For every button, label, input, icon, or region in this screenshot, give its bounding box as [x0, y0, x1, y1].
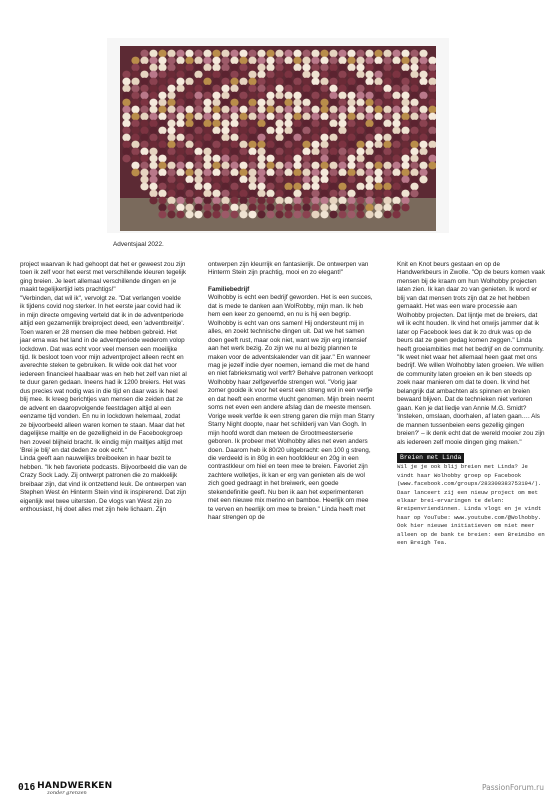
- col2-body: Wolhobby is echt een bedrijf geworden. Het is een succes, dat is mede te danken aan WolRobby, mijn man. Ik heb hem een keer zo genoemd, en nu is hij een begrip. Wolhobby is echt van ons samen! Hij ondersteunt mij in alles, en zoekt technische dingen uit. Dat we het samen doen geeft rust, maar ook niet, want we zijn erg intensief aan het werk bezig. Zo zijn we nu al bezig plannen te maken voor de adventskalender van dit jaar." En wanneer mag je jezelf indie dyer noemen, iemand die met de hand en niet fabrieksmatig wol verft? Behalve patronen verkoopt Wolhobby haar zelfgeverfde strengen wol. "Vorig jaar zomer gooide ik voor het eerst een streng wol in een verfje en dat heeft een enorme vlucht genomen. Mijn brein neemt soms net even een andere afslag dan de meeste mensen. Vorige week verfde ik een streng garen die mijn man Starry Starry Night doopte, naar het schilderij van Van Gogh. In mijn hoofd wordt dan meteen de Grootmeesterserie geboren. Ik probeer met Wolhobby alles net even anders doen. Daarom heb ik 80/20 uitgebracht: een 100 g streng, die verdeeld is in 80g in een hoofdkleur en 20g in een contrastkleur om hiel en teen mee te breien. Favoriet zijn zachtere wolletjes, ik kan er erg van genieten als de wol zich goed gedraagt in het breiwerk, een goede stekendefinitie geeft. Nu ben ik aan het experimenteren met een nieuwe mix merino en bamboe. Heerlijk om mee te verven en heerlijk om mee te breien." Linda heeft met haar strengen op de: [208, 294, 375, 522]
- col1-paragraph-1: project waarvan ik had gehoopt dat het er geweest zou zijn toen ik zelf voor het eerst met verschillende kleuren tegelijk ging breien. Je leert allemaal verschillende dingen en je maakt tegelijkertijd iets prachtigs!": [20, 261, 187, 294]
- photo-caption: Adventsjaal 2022.: [113, 241, 164, 248]
- col2-intro: ontwerpen zijn kleurrijk en fantasierijk. De ontwerpen van Hinterm Stein zijn prachtig, mooi en zo elegant!": [208, 261, 369, 277]
- col3-body: Knit en Knot beurs gestaan en op de Handwerkbeurs in Zwolle. "Op de beurs komen vaak mensen bij de kraam om hun Wolhobby projecten laten zien. Ik kan daar zo van genieten. Ik word er blij van dat mensen trots zijn dat ze het hebben gemaakt. Het was een ware processie aan Wolhobby projecten. Dat lijntje met de breiers, dat wil ik echt houden. Ik vind het onwijs jammer dat ik later op Facebook lees dat ik zo druk was op de beurs dat ze geen gedag komen zeggen." Linda heeft groeiambities met het bedrijf en de community. "Ik weet niet waar het allemaal heen gaat met ons bedrijf. We willen Wolhobby laten groeien. We willen de community laten groeien en ik ben steeds op zoek naar manieren om dat te doen. Ik vind het belangrijk dat ambachten als spinnen en breien bewaard blijven. Dat de technieken niet verloren gaan. Ken je dat liedje van Annie M.G. Smidt? 'Insteken, omslaan, doorhalen, af laten gaan…. Als de mannen tussenbeien eens gezellig gingen breien?' – ik denk echt dat de wereld mooier zou zijn als iedereen zelf mooie dingen ging maken.": [397, 261, 545, 446]
- page-footer: [18, 782, 112, 796]
- sidebar-box-text: Wil je je ook blij breien met Linda? Je vindt haar Wolhobby groep op Facebook (www.facebook.com/groups/283300383753194/). Daar lanceert zij een nieuw project om met elkaar brei-ervaringen te delen: Breipenvriendinnen. Linda vlogt en je vindt haar op YouTube: www.youtube.com/@Wolhobby. Ook hier nieuwe initiatieven om niet meer alleen op de bank te breien: een Breimibo en een Breigh Tea.: [397, 463, 545, 547]
- article-column-2: [208, 261, 375, 523]
- article-column-1: [20, 261, 187, 515]
- magazine-name: HANDWERKEN: [37, 781, 113, 791]
- knitted-pillow-photo: [120, 46, 436, 231]
- magazine-subtitle: zonder grenzen: [47, 790, 87, 796]
- page-number: 016: [18, 782, 36, 793]
- photo-frame: [107, 38, 449, 233]
- knitted-pillow-image: [120, 46, 436, 231]
- sidebar-box-title: Breien met Linda: [397, 453, 464, 463]
- article-column-3: [397, 261, 546, 547]
- magazine-logo: [37, 782, 112, 796]
- section-heading: Familiebedrijf: [208, 285, 250, 293]
- col1-paragraph-3: Linda geeft aan nauwelijks breiboeken in haar bezit te hebben. "Ik heb favoriete podcasts. Bijvoorbeeld die van de Crazy Sock Lady. Zij ontwerpt patronen die zo makkelijk breibaar zijn, dat vind ik ontzettend leuk. De ontwerpen van Stephen West én Hinterm Stein vind ik inspirerend. Dat zijn eigenlijk wel twee uitersten. De vlogs van West zijn zo enthousiast, hij doet alles met zijn hele lichaam. Zijn: [20, 455, 187, 514]
- site-watermark: PassionForum.ru: [481, 783, 544, 792]
- col1-paragraph-2: "Verbinden, dat wil ik", vervolgt ze. "Dat verlangen voelde ik tijdens covid nog sterker. In het eerste jaar covid had ik in mijn directe omgeving verteld dat ik in de adventperiode altijd een gezamenlijk breiproject deed, een 'adventbreitje'. Toen waren er 28 mensen die mee hebben gebreid. Het jaar erna was het land in de adventperiode wederom volop lockdown. Dat was echt voor veel mensen een moeilijke tijd. Ik besloot toen voor mijn adventproject alleen recht en averechte steken te gebruiken. Ik wilde ook dat het voor iedereen financieel haalbaar was en heb het zelf van niet al te duur garen gedaan. Ineens had ik 1200 breiers. Het was dus precies wat nodig was in die tijd en daar was ik heel blij mee. Ik kreeg berichtjes van mensen die zeiden dat ze de advent en daaropvolgende feestdagen altijd al een eenzame tijd vonden. En nu in lockdown helemaal, zodat ze bijvoorbeeld alleen waren komen te staan. Maar dat het dagelijkse mailtje en de gezelligheid in de Facebookgroep hen zoveel blijheid bracht. Ik eindig mijn mailtjes altijd met 'Brei je blij' en dat deden ze ook echt.": [20, 294, 187, 454]
